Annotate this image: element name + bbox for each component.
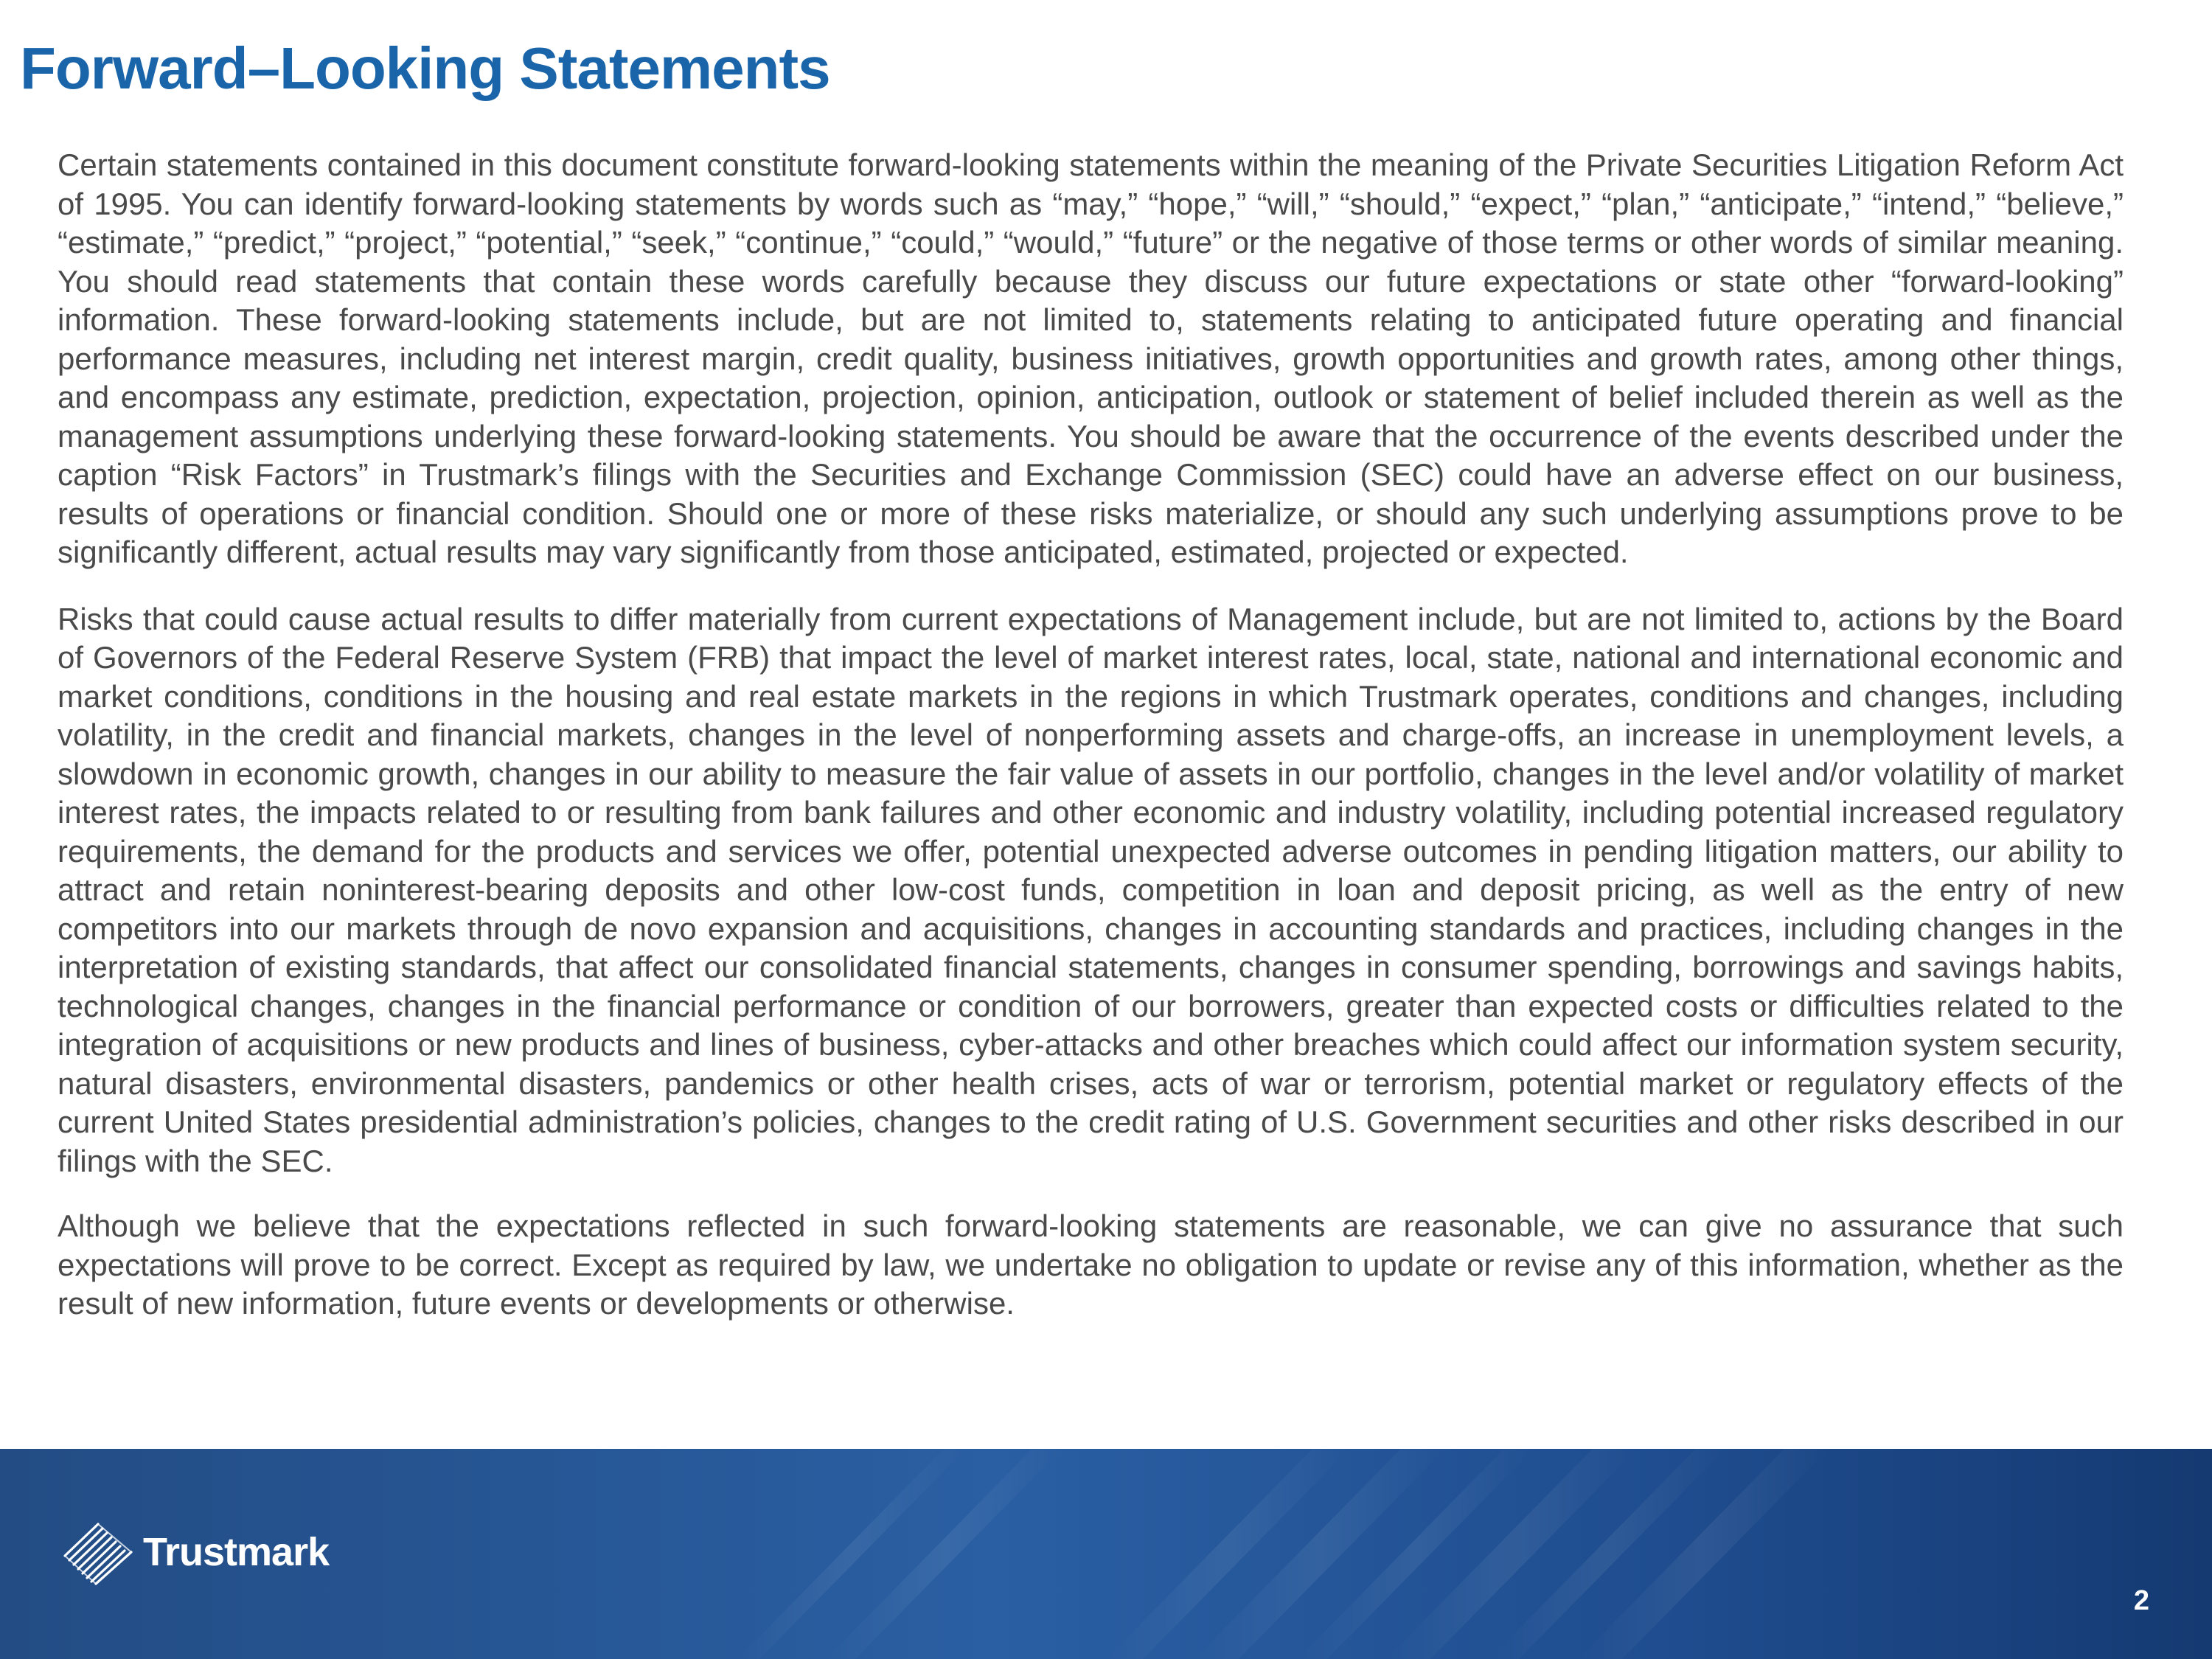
trustmark-logo <box>58 1515 329 1589</box>
logo-text: Trustmark <box>143 1530 330 1574</box>
page-title: Forward–Looking Statements <box>20 35 830 101</box>
paragraph-risks: Risks that could cause actual results to differ materially from current expectations of Management include, but are not limited to, actions by the Board of Governors of the Federal Reserve System (FRB) that impact the level of market interest rates, local, state, national and international economic and market conditions, conditions in the housing and real estate markets in the regions in which Trustmark operates, conditions and changes, including volatility, in the credit and financial markets, changes in the level of nonperforming assets and charge-offs, an increase in unemployment levels, a slowdown in economic growth, changes in our ability to measure the fair value of assets in our portfolio, changes in the level and/or volatility of market interest rates, the impacts related to or resulting from bank failures and other economic and industry volatility, including potential increased regulatory requirements, the demand for the products and services we offer, potential unexpected adverse outcomes in pending litigation matters, our ability to attract and retain noninterest-bearing deposits and other low-cost funds, competition in loan and deposit pricing, as well as the entry of new competitors into our markets through de novo expansion and acquisitions, changes in accounting standards and practices, including changes in the interpretation of existing standards, that affect our consolidated financial statements, changes in consumer spending, borrowings and savings habits, technological changes, changes in the financial performance or condition of our borrowers, greater than expected costs or difficulties related to the integration of acquisitions or new products and lines of business, cyber-attacks and other breaches which could affect our information system security, natural disasters, environmental disasters, pandemics or other health crises, acts of war or terrorism, potential market or regulatory effects of the current United States presidential administration’s policies, changes to the credit rating of U.S. Government securities and other risks described in our filings with the SEC. <box>58 601 2124 1178</box>
body-text <box>58 146 2124 1350</box>
footer-band <box>0 1449 2212 1659</box>
footer-decoration <box>0 1449 2212 1659</box>
paragraph-forward-looking: Certain statements contained in this document constitute forward-looking statements within the meaning of the Private Securities Litigation Reform Act of 1995. You can identify forward-looking statements by words such as “may,” “hope,” “will,” “should,” “expect,” “plan,” “anticipate,” “intend,” “believe,” “estimate,” “predict,” “project,” “potential,” “seek,” “continue,” “could,” “would,” “future” or the negative of those terms or other words of similar meaning. You should read statements that contain these words carefully because they discuss our future expectations or state other “forward-looking” information. These forward-looking statements include, but are not limited to, statements relating to anticipated future operating and financial performance measures, including net interest margin, credit quality, business initiatives, growth opportunities and growth rates, among other things, and encompass any estimate, prediction, expectation, projection, opinion, anticipation, outlook or statement of belief included therein as well as the management assumptions underlying these forward-looking statements. You should be aware that the occurrence of the events described under the caption “Risk Factors” in Trustmark’s filings with the Securities and Exchange Commission (SEC) could have an adverse effect on our business, results of operations or financial condition. Should one or more of these risks materialize, or should any such underlying assumptions prove to be significantly different, actual results may vary significantly from those anticipated, estimated, projected or expected. <box>58 147 2124 569</box>
page-number: 2 <box>2133 1585 2149 1616</box>
paragraph-assurance: Although we believe that the expectations reflected in such forward-looking statements are reasonable, we can give no assurance that such expectations will prove to be correct. Except as required by law, we undertake no obligation to update or revise any of this information, whether as the result of new information, future events or developments or otherwise. <box>58 1208 2124 1321</box>
trustmark-logo-icon <box>58 1515 139 1589</box>
